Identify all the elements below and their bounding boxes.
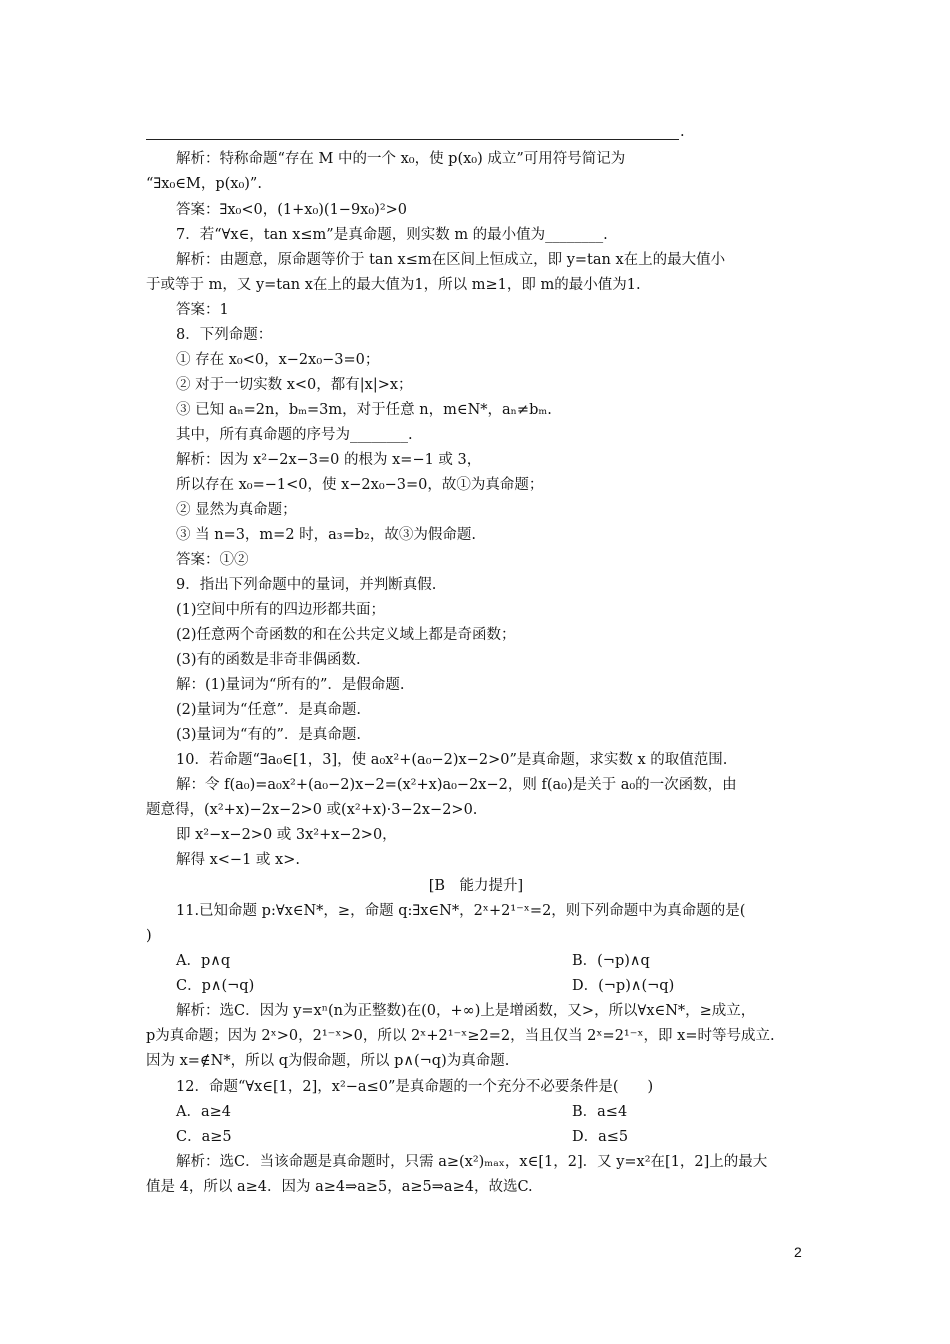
- section-heading: [B 能力提升]: [428, 878, 524, 894]
- option-b: B．(¬p)∧q: [572, 953, 650, 969]
- text-line: (2)量词为“任意”．是真命题.: [176, 702, 361, 718]
- text-line: 答案：①②: [176, 552, 249, 568]
- text-line: 解得 x<−1 或 x>.: [176, 852, 300, 868]
- text-line: (3)量词为“有的”．是真命题.: [176, 727, 361, 743]
- question-12: 12．命题“∀x∈[1，2]，x²−a≤0”是真命题的一个充分不必要条件是( ): [176, 1079, 654, 1095]
- option-c: C．p∧(¬q): [176, 978, 255, 994]
- option-c: C．a≥5: [176, 1129, 232, 1145]
- question-10: 10．若命题“∃a₀∈[1，3]，使 a₀x²+(a₀−2)x−2>0”是真命题，求实数 x 的取值范围.: [176, 752, 728, 768]
- text-line: ③ 已知 aₙ=2n，bₘ=3m，对于任意 n，m∈N*，aₙ≠bₘ.: [176, 402, 552, 418]
- text-line: ① 存在 x₀<0，x−2x₀−3=0；: [176, 352, 380, 368]
- page-number: 2: [794, 1244, 802, 1260]
- text-line: 解析：选C．当该命题是真命题时，只需 a≥(x²)ₘₐₓ，x∈[1，2]．又 y=x²在[1，2]上的最大: [176, 1154, 768, 1170]
- blank-end-period: .: [680, 124, 685, 140]
- question-8: 8．下列命题：: [176, 327, 273, 343]
- text-line: 答案：∃x₀<0，(1+x₀)(1−9x₀)²>0: [176, 202, 408, 218]
- text-line: (2)任意两个奇函数的和在公共定义域上都是奇函数；: [176, 627, 516, 643]
- text-line: (3)有的函数是非奇非偶函数.: [176, 652, 361, 668]
- text-line: p为真命题；因为 2ˣ>0，2¹⁻ˣ>0，所以 2ˣ+2¹⁻ˣ≥2=2，当且仅当 2ˣ=2¹⁻ˣ，即 x=时等号成立.: [146, 1028, 775, 1044]
- text-line: 答案：1: [176, 302, 229, 318]
- text-line: (1)空间中所有的四边形都共面；: [176, 602, 386, 618]
- question-11: 11.已知命题 p:∀x∈N*，≥，命题 q:∃x∈N*，2ˣ+2¹⁻ˣ=2，则下列命题中为真命题的是(: [176, 903, 746, 919]
- option-b: B．a≤4: [572, 1104, 628, 1120]
- text-line: ② 对于一切实数 x<0，都有|x|>x；: [176, 377, 413, 393]
- option-a: A．a≥4: [176, 1104, 231, 1120]
- text-line: ): [146, 928, 152, 944]
- text-line: 解析：由题意，原命题等价于 tan x≤m在区间上恒成立，即 y=tan x在上的最大值小: [176, 252, 726, 268]
- text-line: ③ 当 n=3，m=2 时，a₃=b₂，故③为假命题.: [176, 527, 476, 543]
- blank-underline: [146, 139, 679, 140]
- text-line: 因为 x=∉N*，所以 q为假命题，所以 p∧(¬q)为真命题.: [146, 1053, 510, 1069]
- text-line: ② 显然为真命题；: [176, 502, 297, 518]
- text-line: 所以存在 x₀=−1<0，使 x−2x₀−3=0，故①为真命题；: [176, 477, 544, 493]
- text-line: 于或等于 m，又 y=tan x在上的最大值为1，所以 m≥1，即 m的最小值为1.: [146, 277, 641, 293]
- text-line: “∃x₀∈M，p(x₀)”.: [146, 176, 262, 192]
- question-7: 7．若“∀x∈，tan x≤m”是真命题，则实数 m 的最小值为________.: [176, 227, 608, 243]
- text-line: 解：(1)量词为“所有的”．是假命题.: [176, 677, 405, 693]
- text-line: 解析：特称命题“存在 M 中的一个 x₀，使 p(x₀) 成立”可用符号简记为: [176, 151, 626, 167]
- text-line: 解析：选C．因为 y=xⁿ(n为正整数)在(0，+∞)上是增函数，又>，所以∀x∈N*，≥成立，: [176, 1003, 756, 1019]
- option-a: A．p∧q: [176, 953, 231, 969]
- text-line: 值是 4，所以 a≥4．因为 a≥4⇒a≥5，a≥5⇒a≥4，故选C.: [146, 1179, 533, 1195]
- text-line: 题意得，(x²+x)−2x−2>0 或(x²+x)·3−2x−2>0.: [146, 802, 478, 818]
- text-line: 解：令 f(a₀)=a₀x²+(a₀−2)x−2=(x²+x)a₀−2x−2，则 f(a₀)是关于 a₀的一次函数，由: [176, 777, 737, 793]
- question-9: 9．指出下列命题中的量词，并判断真假.: [176, 577, 437, 593]
- text-line: 即 x²−x−2>0 或 3x²+x−2>0，: [176, 827, 397, 843]
- text-line: 其中，所有真命题的序号为________.: [176, 427, 413, 443]
- text-line: 解析：因为 x²−2x−3=0 的根为 x=−1 或 3，: [176, 452, 482, 468]
- option-d: D．a≤5: [572, 1129, 629, 1145]
- option-d: D．(¬p)∧(¬q): [572, 978, 675, 994]
